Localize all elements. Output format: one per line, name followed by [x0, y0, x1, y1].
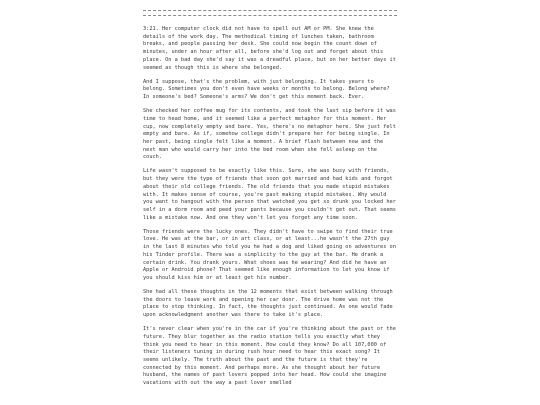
paragraph-7: It's never clear when you're in the car if you're thinking about the past or the future. They blur together as the radio station tells you exactly what they think you need to hear in this moment. How could they know? Do all 107,000 of their listeners tuning in during rush hour need to hear this exact song? It seems unlikely. The truth about the past and the future is that they're connected by this moment. And perhaps more. As she thought about her future husband, the names of past lovers popped into her head. How could she imagine vacations with out the way a past lover smelled — [143, 326, 396, 387]
header-divider-bottom — [143, 15, 397, 16]
paragraph-5: Those friends were the lucky ones. They didn't have to swipe to find their true love. He was at the bar, or in art class, or at least...he wasn't the 27th guy in the last 8 minutes who told you he had a dog and liked going on adventures on his Tinder profile. There was a simplicity to the guy at the bar. He drank a certain drink. You drank yours. What shoes was he wearing? And did he have an Apple or Android phone? That seemed like enough information to let you know if you should kiss him or at least get his number. — [143, 228, 396, 281]
paragraph-6: She had all these thoughts in the 12 moments that exist between walking through the doors to leave work and opening her car door. The drive home was not the place to stop thinking. In fact, the thoughts just continued. As one would fade upon acknowledgment another was there to take it's place. — [143, 289, 393, 319]
header-divider-top — [143, 10, 397, 11]
document-body — [143, 26, 398, 394]
paragraph-2: And I suppose, that's the problem, with just belonging. It takes years to belong. Sometimes you don't even have weeks or months to belong. Belong where? In someone's bed? Someone's arms? We don't get this moment back. Ever. — [143, 78, 390, 101]
paragraph-1: 3:21. Her computer clock did not have to spell out AM or PM. She knew the details of the work day. The methodical timing of lunches taken, bathroom breaks, and people passing her desk. She could now begin the count down of minutes, under an hour after all, before she'd log out and forget about this place. On a bad day she'd say it was a dreadful place, but on her better days it seemed as though this is where she belonged. — [143, 26, 396, 71]
paragraph-4: Life wasn't supposed to be exactly like this. Sure, she was busy with friends, but they were the type of friends that soon got married and had kids and forgot about their old college friends. The old friends that you made stupid mistakes with. It makes sense of course, you're past making stupid mistakes. Why would you want to hangout with the person that watched you get so drunk you locked her self in a dorm room and peed your pants because you couldn't get out. That seems like a mistake now. And one they won't let you forget any time soon. — [143, 168, 396, 221]
paragraph-3: She checked her coffee mug for its contents, and took the last sip before it was time to head home, and it seemed like a perfect metaphor for this moment. Her cup, now completely empty and bare. Yes, there's no metaphor here. She just felt empty and bare. As if, somehow college didn't prepare her for being single. In her past, being single felt like a moment. A brief flash between now and the next man who would carry her into the bed room when she fell asleep on the couch. — [143, 108, 396, 161]
